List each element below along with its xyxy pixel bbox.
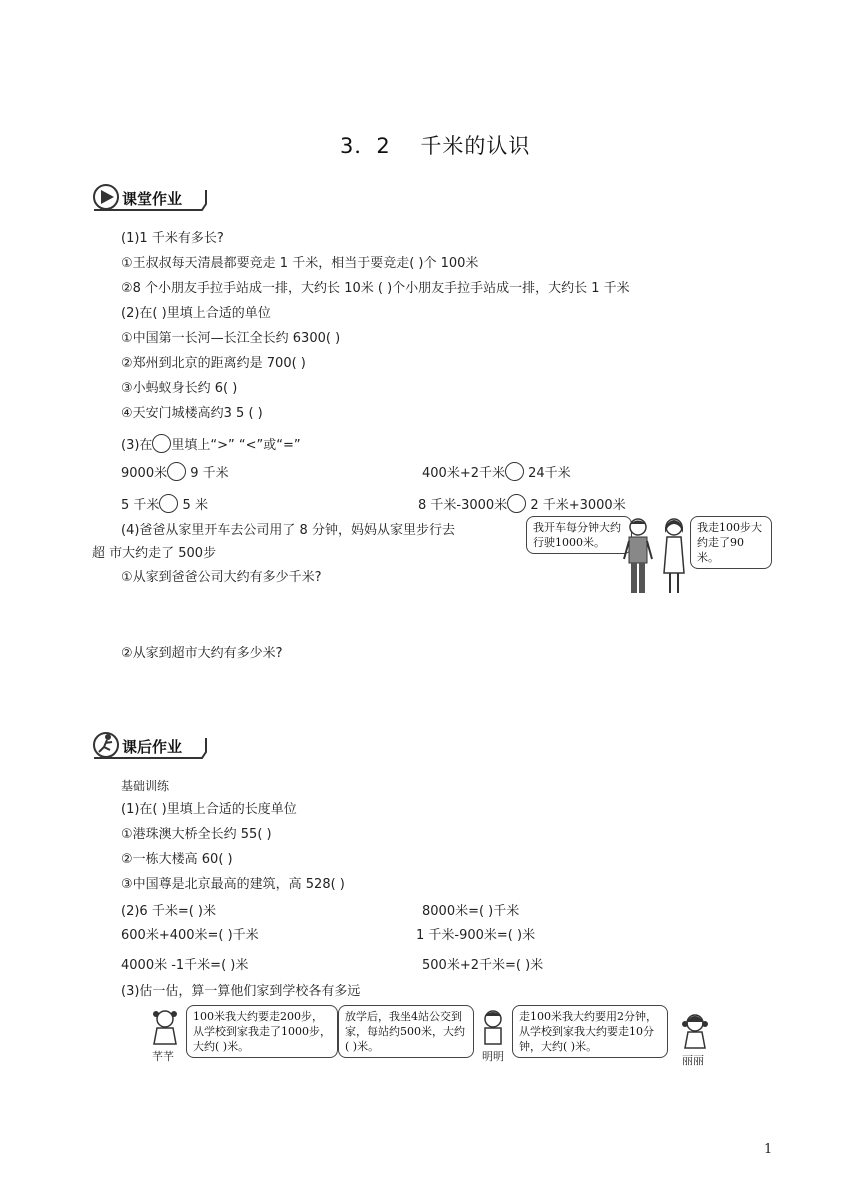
dad-figure	[622, 517, 654, 597]
q2-sub3: ③小蚂蚁身长约 6( )	[121, 381, 238, 396]
q4-line2: 超 市大约走了 500步	[92, 546, 217, 561]
compare-right: 2 千米+3000米	[530, 498, 626, 513]
kid-figure-mingming	[478, 1008, 508, 1046]
compare-circle-icon	[152, 434, 171, 453]
q3-heading	[121, 434, 301, 455]
compare-left: 9000米	[121, 466, 168, 481]
compare-right: 24千米	[528, 466, 571, 481]
conversion-right: 8000米=( )千米	[422, 904, 520, 919]
section-banner-classwork	[90, 182, 208, 214]
kid-speech-bubble: 100米我大约要走200步，从学校到家我走了1000步，大约( )米。	[186, 1005, 338, 1058]
kid-speech-bubble: 放学后，我坐4站公交到家，每站约500米，大约( )米。	[338, 1005, 474, 1058]
hw-q1-sub3: ③中国尊是北京最高的建筑，高 528( )	[121, 877, 345, 892]
hw-q1-heading: (1)在( )里填上合适的长度单位	[121, 802, 297, 817]
compare-item	[121, 462, 229, 483]
compare-item	[422, 462, 571, 483]
compare-left: 400米+2千米	[422, 466, 505, 481]
hw-q1-sub1: ①港珠澳大桥全长约 55( )	[121, 827, 272, 842]
kid-figure-lili	[680, 1012, 710, 1050]
page-title: 3．2 千米的认识	[340, 134, 531, 158]
q2-heading: (2)在( )里填上合适的单位	[121, 306, 271, 321]
q3-heading-part1: (3)在	[121, 438, 153, 453]
mom-speech-bubble: 我走100步大约走了90米。	[690, 516, 772, 569]
section-banner-label: 课堂作业	[122, 190, 183, 208]
q2-sub1: ①中国第一长河—长江全长约 6300( )	[121, 331, 341, 346]
subheading-basic-training: 基础训练	[121, 779, 170, 793]
q4-sub1: ①从家到爸爸公司大约有多少千米?	[121, 570, 322, 585]
hw-q3-heading: (3)估一估，算一算他们家到学校各有多远	[121, 984, 361, 999]
conversion-left: 4000米 -1千米=( )米	[121, 958, 249, 973]
conversion-right: 1 千米-900米=( )米	[416, 928, 536, 943]
hw-q1-sub2: ②一栋大楼高 60( )	[121, 852, 233, 867]
conversion-left: 600米+400米=( )千米	[121, 928, 259, 943]
q1-sub1: ①王叔叔每天清晨都要竞走 1 千米，相当于要竞走( )个 100米	[121, 256, 479, 271]
compare-right: 9 千米	[190, 466, 229, 481]
mom-figure	[660, 517, 688, 597]
compare-left: 5 千米	[121, 498, 160, 513]
section-banner-homework	[90, 730, 208, 762]
compare-left: 8 千米-3000米	[418, 498, 508, 513]
section-banner-label: 课后作业	[122, 738, 183, 756]
q1-heading: (1)1 千米有多长?	[121, 231, 224, 246]
answer-circle[interactable]	[167, 462, 186, 481]
answer-circle[interactable]	[507, 494, 526, 513]
q4-sub2: ②从家到超市大约有多少米?	[121, 646, 283, 661]
kid-speech-bubble: 走100米我大约要用2分钟，从学校到家我大约要走10分钟，大约( )米。	[512, 1005, 668, 1058]
kid-name-label: 明明	[482, 1050, 504, 1063]
q2-sub2: ②郑州到北京的距离约是 700( )	[121, 356, 306, 371]
kid-name-label: 丽丽	[682, 1054, 704, 1067]
q4-line1: (4)爸爸从家里开车去公司用了 8 分钟，妈妈从家里步行去	[121, 523, 455, 538]
kid-figure-qianqian	[150, 1008, 180, 1046]
compare-right: 5 米	[182, 498, 208, 513]
conversion-left: (2)6 千米=( )米	[121, 904, 216, 919]
q2-sub4: ④天安门城楼高约3 5 ( )	[121, 406, 263, 421]
kid-name-label: 芊芊	[152, 1050, 174, 1063]
compare-item	[418, 494, 626, 515]
answer-circle[interactable]	[505, 462, 524, 481]
q1-sub2: ②8 个小朋友手拉手站成一排，大约长 10米 ( )个小朋友手拉手站成一排，大约长 1 千米	[121, 281, 630, 296]
answer-circle[interactable]	[159, 494, 178, 513]
page-number: 1	[764, 1142, 773, 1157]
q3-heading-part2: 里填上“>” “<”或“=”	[171, 438, 301, 453]
dad-speech-bubble: 我开车每分钟大约行驶1000米。	[526, 516, 632, 554]
conversion-right: 500米+2千米=( )米	[422, 958, 544, 973]
compare-item	[121, 494, 208, 515]
